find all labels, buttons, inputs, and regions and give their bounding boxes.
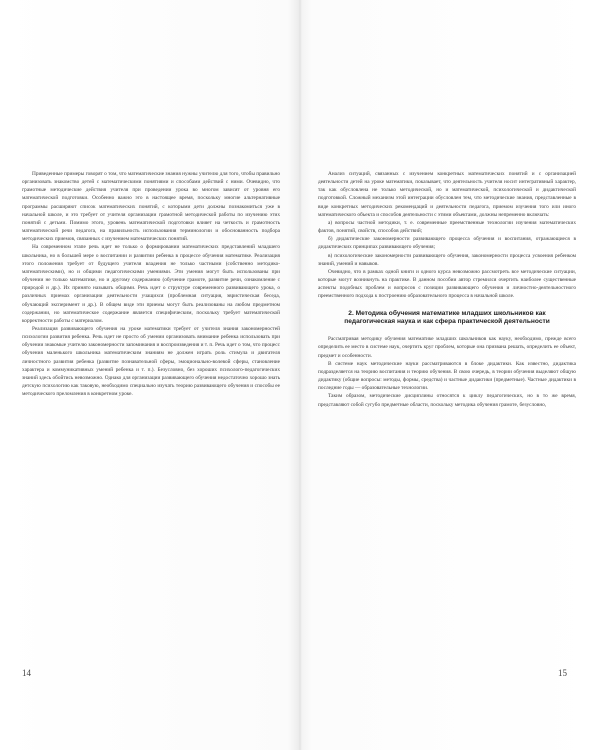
book-spine xyxy=(298,0,302,750)
list-item: б) дидактические закономерности развивающего процесса обучения и воспитания, отражающиеся в дидактических принципах развивающего обучения; xyxy=(318,236,576,251)
section-heading: 2. Методика обучения математике младших школьников как педагогическая наука и как сфера практической деятельности xyxy=(344,309,550,326)
paragraph: Очевидно, что в рамках одной книги и одного курса невозможно рассмотреть все методические ситуации, которые могут возникнуть на практике. В данном пособии автор стремился очертить наиболее существенные аспекты подобных проблем и вопросов с позиции развивающего обучения и личностно-деятельностного преемственного подхода к построению образовательного процесса в начальной школе. xyxy=(318,268,576,300)
paragraph: Анализ ситуаций, связанных с изучением конкретных математических понятий и с организацией деятельности детей на уроке математики, показывает, что деятельность учителя носит интегративный характер, так как обусловлена не только методической, но и математической, психологической и дидактической подготовкой. Сложный механизм этой интеграции обусловлен тем, что методические знания, представленные в виде конкретных методических рекомендаций и деятельности педагога, приемом изучения того или иного математического объекта и способов деятельности с этими объектами, должны непременно включать: xyxy=(318,171,576,218)
paragraph: На современном этапе речь идет не только о формировании математических представлений младшего школьника, но в большей мере о воспитании и развитии ребенка в процессе обучения математике. Реализация этого положения требует от будущего учителя владения не только частными (собственно методико-математическими), но и общими педагогическими умениями. Эти умения могут быть использованы при обучении не только математике, но и другому содержанию (обучение грамоте, развитие речи, ознакомление с природой и др.). Их принято называть общими. Речь идет о структуре современного развивающего урока, о различных приемах организации деятельности учащихся (проблемная ситуация, эвристическая беседа, обучающий эксперимент и др.). В общем виде эти приемы могут быть реализованы на любом предметном содержании, но математическое содержание является специфическим, поскольку требует математической корректности работы с материалом. xyxy=(22,244,280,324)
left-page-text xyxy=(22,170,280,660)
list-item: в) психологические закономерности развивающего обучения, закономерности процесса усвоения ребенком знаний, умений и навыков. xyxy=(318,252,576,267)
paragraph: Приведенные примеры говорят о том, что математические знания нужны учителю для того, чтобы правильно организовать знакомство детей с математическими понятиями и способами действий с ними. Очевидно, что грамотные методические действия учителя при проведении урока во многом зависят от уровня его математической подготовки. Особенно важно это в настоящее время, поскольку многие альтернативные программы расширяют список математических понятий, с которыми дети должны познакомиться уже в начальной школе, и это требует от учителя организации грамотной методической работы по изучению этих понятий с детьми. Помимо этого, уровень математической подготовки влияет на четкость и грамотность математической речи педагога, на правильность использования терминологии и обоснованность подбора методических приемов, связанных с изучением математических понятий. xyxy=(22,171,280,243)
right-page-text xyxy=(318,170,576,660)
list-item: а) вопросы частной методики, т. е. современные преемственные технологии изучения математических фактов, понятий, свойств, способов действий; xyxy=(318,219,576,235)
page-number-right: 15 xyxy=(558,668,567,678)
paragraph: Рассматривая методику обучения математике младших школьников как науку, необходимо, прежде всего определить ее место в системе наук, очертить круг проблем, которые она призвана решать, определить ее объект, предмет и особенности. xyxy=(318,336,576,359)
paragraph: Таким образом, методические дисциплины относятся к циклу педагогических, но в то же время, представляют собой сугубо предметные области, поскольку методика обучения грамоте, безусловно, xyxy=(318,393,576,408)
page-number-left: 14 xyxy=(22,668,31,678)
paragraph: Реализация развивающего обучения на уроке математики требует от учителя знания закономерностей психологии развития ребенка. Речь идет не просто об умении организовать внимание ребенка использовать при обучении знакомые учителю закономерности запоминания и воспроизведения и т. п. Речь идет о том, что процесс обучения маленького школьника математическим знаниям не должен играть роль стимула и двигателя личностного развития ребенка (развитие познавательной сферы, эмоционально-волевой сферы, становление характера и коммуникативных умений ребенка и т. п.). Безусловно, без хороших психолого-педагогических знаний здесь обойтись невозможно. Однако для организации развивающего обучения недостаточно хорошо знать детскую психологию как таковую, необходимо специально изучать теорию развивающего обучения и способы ее методического преломления в конкретном уроке. xyxy=(22,325,280,398)
paragraph: В системе наук методические науки рассматриваются в блоке дидактики. Как известно, дидактика подразделяется на теорию воспитания и теорию обучения. В свою очередь, в теории обучения выделяют общую дидактику (общие вопросы: методы, формы, средства) и частные дидактики (предметные). Частные дидактики в последние годы — образовательные технологии. xyxy=(318,360,576,392)
